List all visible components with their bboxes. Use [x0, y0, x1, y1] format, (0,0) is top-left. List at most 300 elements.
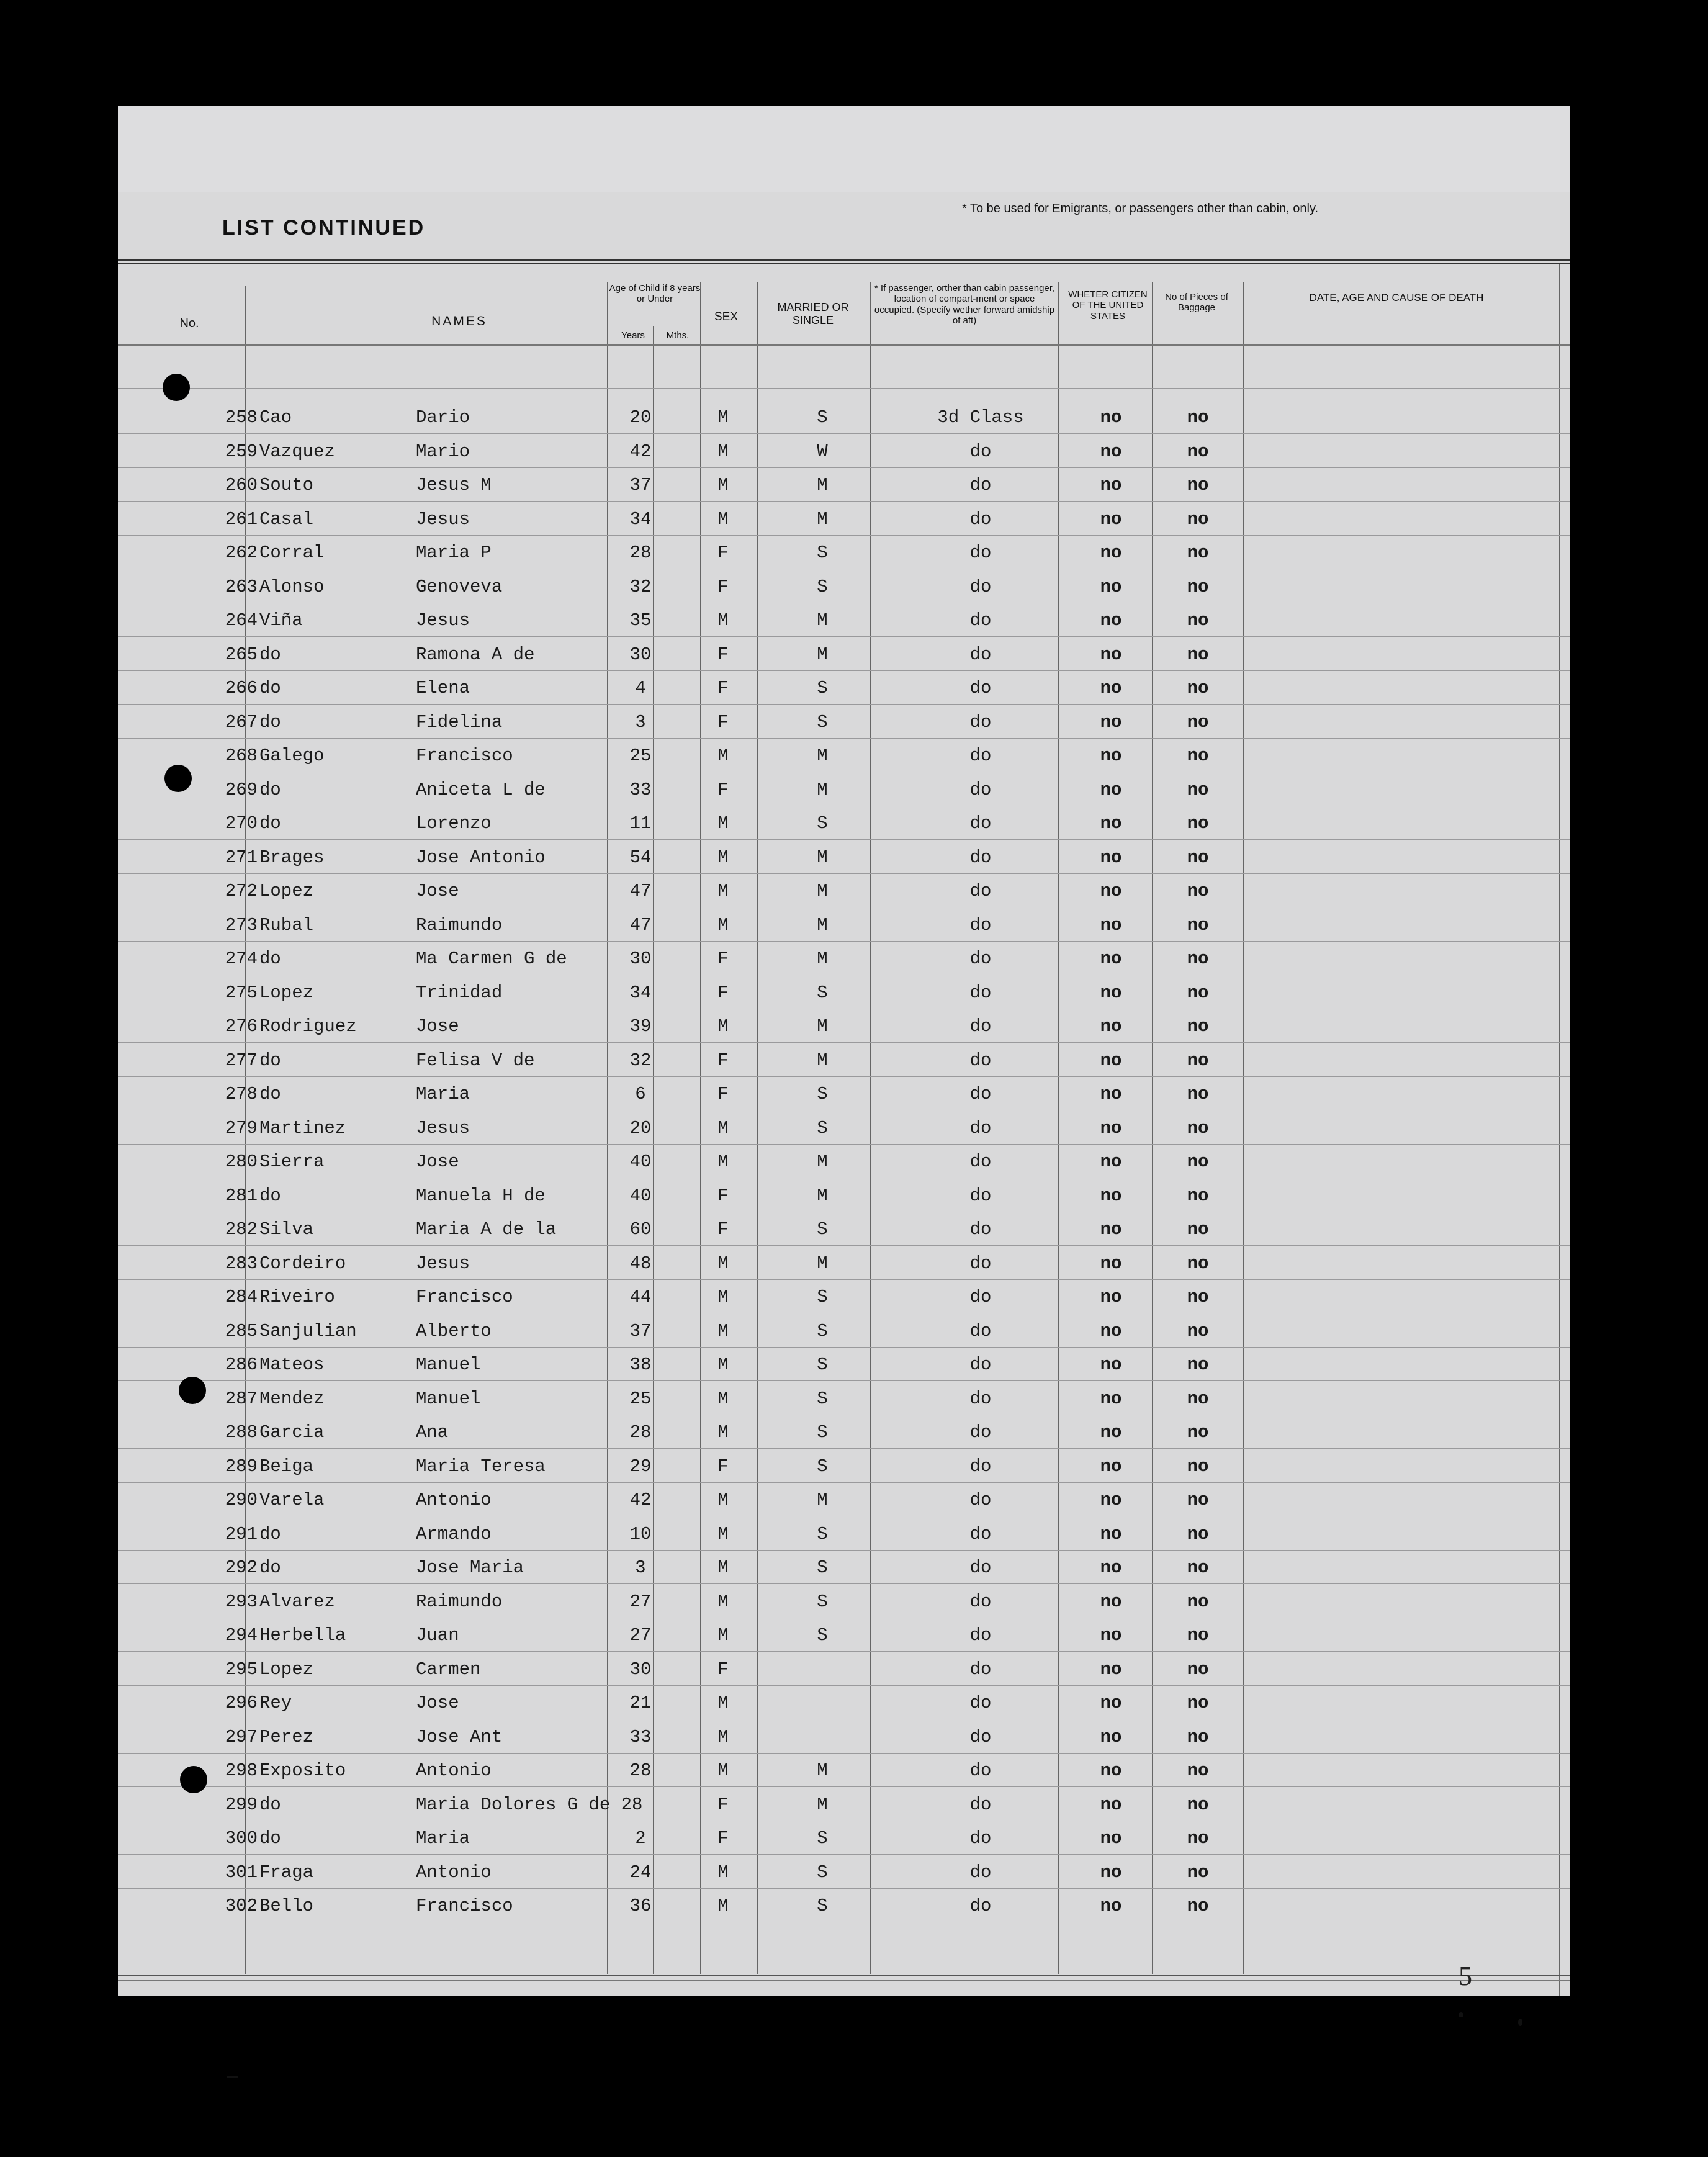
- marital-status-cell: S: [817, 1456, 828, 1477]
- sex-cell: F: [717, 779, 729, 800]
- sex-cell: M: [717, 1287, 729, 1307]
- citizen-cell: no: [1100, 847, 1122, 868]
- row-number-cell: 266: [225, 678, 258, 698]
- marital-status-cell: M: [817, 1050, 828, 1071]
- baggage-cell: no: [1187, 745, 1209, 766]
- citizen-cell: no: [1100, 1287, 1122, 1307]
- age-cell: 30: [629, 1659, 652, 1680]
- table-row: [118, 1755, 1570, 1789]
- citizen-cell: no: [1100, 508, 1122, 529]
- col-years-header: Years: [621, 330, 645, 341]
- marital-status-cell: S: [817, 1287, 828, 1307]
- row-number-cell: 272: [225, 881, 258, 901]
- given-name-cell: Jose: [416, 1693, 459, 1713]
- surname-cell: Vazquez: [259, 441, 335, 462]
- table-row: [118, 605, 1570, 639]
- age-cell: 10: [629, 1523, 652, 1544]
- row-number-cell: 295: [225, 1659, 258, 1680]
- baggage-cell: no: [1187, 1490, 1209, 1510]
- sex-cell: F: [717, 1050, 729, 1071]
- surname-cell: Fraga: [259, 1862, 314, 1883]
- baggage-cell: no: [1187, 711, 1209, 732]
- surname-cell: do: [259, 644, 281, 665]
- citizen-cell: no: [1100, 745, 1122, 766]
- marital-status-cell: S: [817, 1557, 828, 1578]
- sex-cell: M: [717, 508, 729, 529]
- surname-cell: Perez: [259, 1726, 314, 1747]
- location-class-cell: do: [969, 644, 992, 665]
- given-name-cell: Aniceta L de: [416, 779, 546, 800]
- table-row: [118, 1688, 1570, 1721]
- sex-cell: M: [717, 1726, 729, 1747]
- row-rule: [118, 1854, 1570, 1855]
- citizen-cell: no: [1100, 1726, 1122, 1747]
- age-cell: 37: [629, 475, 652, 495]
- row-rule: [118, 636, 1570, 637]
- table-row: [118, 1587, 1570, 1620]
- marital-status-cell: M: [817, 1760, 828, 1781]
- marital-status-cell: M: [817, 881, 828, 901]
- baggage-cell: no: [1187, 1828, 1209, 1849]
- citizen-cell: no: [1100, 914, 1122, 935]
- sex-cell: M: [717, 1625, 729, 1646]
- marital-status-cell: M: [817, 1253, 828, 1274]
- age-cell: 25: [629, 1388, 652, 1409]
- baggage-cell: no: [1187, 508, 1209, 529]
- sex-cell: M: [717, 1490, 729, 1510]
- citizen-cell: no: [1100, 779, 1122, 800]
- surname-cell: do: [259, 1828, 281, 1849]
- baggage-cell: no: [1187, 1591, 1209, 1612]
- location-class-cell: do: [969, 847, 992, 868]
- row-number-cell: 299: [225, 1794, 258, 1815]
- location-class-cell: do: [969, 475, 992, 495]
- citizen-cell: no: [1100, 813, 1122, 834]
- table-row: [118, 775, 1570, 808]
- given-name-cell: Jose Ant: [416, 1726, 503, 1747]
- given-name-cell: Francisco: [416, 745, 513, 766]
- surname-cell: Bello: [259, 1896, 314, 1916]
- given-name-cell: Antonio: [416, 1862, 492, 1883]
- surname-cell: Varela: [259, 1490, 325, 1510]
- surname-cell: Lopez: [259, 1659, 314, 1680]
- given-name-cell: Antonio: [416, 1490, 492, 1510]
- age-cell: 27: [629, 1625, 652, 1646]
- surname-cell: Galego: [259, 745, 325, 766]
- row-rule: [118, 941, 1570, 942]
- baggage-cell: no: [1187, 1625, 1209, 1646]
- sex-cell: M: [717, 1523, 729, 1544]
- baggage-cell: no: [1187, 1760, 1209, 1781]
- row-number-cell: 285: [225, 1320, 258, 1341]
- marital-status-cell: W: [817, 441, 828, 462]
- baggage-cell: no: [1187, 1726, 1209, 1747]
- given-name-cell: Jesus: [416, 1117, 470, 1138]
- row-number-cell: 265: [225, 644, 258, 665]
- surname-cell: Rubal: [259, 914, 314, 935]
- table-row: [118, 1282, 1570, 1315]
- age-cell: 54: [629, 847, 652, 868]
- surname-cell: do: [259, 1084, 281, 1104]
- given-name-cell: Maria Teresa: [416, 1456, 546, 1477]
- row-rule: [118, 704, 1570, 705]
- marital-status-cell: S: [817, 1320, 828, 1341]
- row-rule: [118, 1685, 1570, 1686]
- given-name-cell: Raimundo: [416, 1591, 503, 1612]
- given-name-cell: Maria A de la: [416, 1219, 557, 1240]
- age-cell: 25: [629, 745, 652, 766]
- marital-status-cell: S: [817, 813, 828, 834]
- row-rule: [118, 1753, 1570, 1754]
- page-number: 5: [1459, 1961, 1472, 1991]
- sex-cell: M: [717, 881, 729, 901]
- baggage-cell: no: [1187, 1659, 1209, 1680]
- age-cell: 20: [629, 1117, 652, 1138]
- table-row: [118, 808, 1570, 842]
- marital-status-cell: S: [817, 1896, 828, 1916]
- age-cell: 47: [629, 881, 652, 901]
- given-name-cell: Francisco: [416, 1896, 513, 1916]
- given-name-cell: Jose Antonio: [416, 847, 546, 868]
- surname-cell: do: [259, 1523, 281, 1544]
- surname-cell: Lopez: [259, 982, 314, 1003]
- baggage-cell: no: [1187, 576, 1209, 597]
- baggage-cell: no: [1187, 1219, 1209, 1240]
- citizen-cell: no: [1100, 881, 1122, 901]
- location-class-cell: do: [969, 1828, 992, 1849]
- table-row: [118, 876, 1570, 909]
- manifest-page: [118, 106, 1570, 1996]
- given-name-cell: Carmen: [416, 1659, 481, 1680]
- table-row: [118, 910, 1570, 943]
- age-cell: 33: [629, 779, 652, 800]
- baggage-cell: no: [1187, 1016, 1209, 1037]
- location-class-cell: do: [969, 543, 992, 563]
- given-name-cell: Mario: [416, 441, 470, 462]
- baggage-cell: no: [1187, 982, 1209, 1003]
- marital-status-cell: S: [817, 1591, 828, 1612]
- row-number-cell: 300: [225, 1828, 258, 1849]
- row-number-cell: 293: [225, 1591, 258, 1612]
- baggage-cell: no: [1187, 407, 1209, 428]
- sex-cell: F: [717, 543, 729, 563]
- given-name-cell: Jesus M: [416, 475, 492, 495]
- table-row: [118, 1891, 1570, 1924]
- age-cell: 28: [629, 1422, 652, 1443]
- sex-cell: M: [717, 914, 729, 935]
- baggage-cell: no: [1187, 1794, 1209, 1815]
- citizen-cell: no: [1100, 441, 1122, 462]
- row-number-cell: 280: [225, 1151, 258, 1172]
- baggage-cell: no: [1187, 1151, 1209, 1172]
- table-row: [118, 639, 1570, 673]
- citizen-cell: no: [1100, 678, 1122, 698]
- sex-cell: F: [717, 576, 729, 597]
- baggage-cell: no: [1187, 1084, 1209, 1104]
- row-rule: [118, 1076, 1570, 1077]
- row-number-cell: 301: [225, 1862, 258, 1883]
- sex-cell: M: [717, 1016, 729, 1037]
- row-number-cell: 260: [225, 475, 258, 495]
- table-row: [118, 943, 1570, 977]
- sex-cell: M: [717, 1693, 729, 1713]
- baggage-cell: no: [1187, 1287, 1209, 1307]
- sex-cell: F: [717, 982, 729, 1003]
- citizen-cell: no: [1100, 475, 1122, 495]
- baggage-cell: no: [1187, 1862, 1209, 1883]
- surname-cell: do: [259, 678, 281, 698]
- age-cell: 2: [635, 1828, 646, 1849]
- given-name-cell: Manuel: [416, 1388, 481, 1409]
- age-cell: 4: [635, 678, 646, 698]
- table-row: [118, 978, 1570, 1011]
- sex-cell: M: [717, 407, 729, 428]
- sex-cell: M: [717, 441, 729, 462]
- location-class-cell: do: [969, 1185, 992, 1206]
- row-rule: [118, 839, 1570, 840]
- sex-cell: F: [717, 1185, 729, 1206]
- citizen-cell: no: [1100, 1219, 1122, 1240]
- marital-status-cell: M: [817, 914, 828, 935]
- punch-hole: [164, 765, 192, 792]
- location-class-cell: do: [969, 1557, 992, 1578]
- age-cell: 6: [635, 1084, 646, 1104]
- sex-cell: M: [717, 1591, 729, 1612]
- citizen-cell: no: [1100, 1185, 1122, 1206]
- col-citizen-header: WHETER CITIZEN OF THE UNITED STATES: [1068, 289, 1148, 322]
- given-name-cell: Francisco: [416, 1287, 513, 1307]
- baggage-cell: no: [1187, 475, 1209, 495]
- location-class-cell: do: [969, 1219, 992, 1240]
- surname-cell: Casal: [259, 508, 314, 529]
- given-name-cell: Manuela H de: [416, 1185, 546, 1206]
- table-row: [118, 436, 1570, 470]
- table-row: [118, 1316, 1570, 1349]
- table-row: [118, 402, 1570, 436]
- location-class-cell: do: [969, 1422, 992, 1443]
- given-name-cell: Manuel: [416, 1354, 481, 1375]
- marital-status-cell: S: [817, 1354, 828, 1375]
- location-class-cell: do: [969, 914, 992, 935]
- location-class-cell: do: [969, 1117, 992, 1138]
- table-row: [118, 707, 1570, 741]
- row-number-cell: 267: [225, 711, 258, 732]
- age-cell: 30: [629, 948, 652, 969]
- row-number-cell: 290: [225, 1490, 258, 1510]
- surname-cell: do: [259, 711, 281, 732]
- table-row: [118, 538, 1570, 571]
- table-row: [118, 1045, 1570, 1079]
- location-class-cell: do: [969, 813, 992, 834]
- location-class-cell: do: [969, 678, 992, 698]
- citizen-cell: no: [1100, 1693, 1122, 1713]
- given-name-cell: Ana: [416, 1422, 449, 1443]
- marital-status-cell: S: [817, 678, 828, 698]
- age-cell: 44: [629, 1287, 652, 1307]
- location-class-cell: do: [969, 779, 992, 800]
- table-row: [118, 1349, 1570, 1383]
- citizen-cell: no: [1100, 1625, 1122, 1646]
- table-row: [118, 741, 1570, 774]
- marital-status-cell: M: [817, 1185, 828, 1206]
- location-class-cell: do: [969, 1625, 992, 1646]
- sex-cell: F: [717, 1084, 729, 1104]
- surname-cell: Viña: [259, 610, 303, 631]
- surname-cell: do: [259, 813, 281, 834]
- location-class-cell: do: [969, 576, 992, 597]
- marital-status-cell: S: [817, 1084, 828, 1104]
- citizen-cell: no: [1100, 1354, 1122, 1375]
- location-class-cell: do: [969, 1659, 992, 1680]
- marital-status-cell: S: [817, 576, 828, 597]
- row-number-cell: 261: [225, 508, 258, 529]
- sex-cell: F: [717, 1828, 729, 1849]
- surname-cell: Mateos: [259, 1354, 325, 1375]
- baggage-cell: no: [1187, 543, 1209, 563]
- row-number-cell: 271: [225, 847, 258, 868]
- surname-cell: Mendez: [259, 1388, 325, 1409]
- age-cell: 34: [629, 508, 652, 529]
- table-bottom-rule: [118, 1975, 1570, 1976]
- given-name-cell: Armando: [416, 1523, 492, 1544]
- baggage-cell: no: [1187, 1050, 1209, 1071]
- given-name-cell: Juan: [416, 1625, 459, 1646]
- table-bottom-rule-2: [118, 1980, 1570, 1981]
- citizen-cell: no: [1100, 1117, 1122, 1138]
- baggage-cell: no: [1187, 1422, 1209, 1443]
- table-row: [118, 470, 1570, 503]
- age-cell: 11: [629, 813, 652, 834]
- table-row: [118, 1620, 1570, 1654]
- row-number-cell: 259: [225, 441, 258, 462]
- baggage-cell: no: [1187, 847, 1209, 868]
- age-cell: 42: [629, 1490, 652, 1510]
- table-row: [118, 1214, 1570, 1248]
- baggage-cell: no: [1187, 1320, 1209, 1341]
- location-class-cell: do: [969, 1523, 992, 1544]
- citizen-cell: no: [1100, 1659, 1122, 1680]
- surname-cell: do: [259, 1050, 281, 1071]
- age-cell: 47: [629, 914, 652, 935]
- surname-cell: Rey: [259, 1693, 292, 1713]
- given-name-cell: Jesus: [416, 508, 470, 529]
- sex-cell: M: [717, 813, 729, 834]
- punch-hole: [163, 374, 190, 401]
- marital-status-cell: S: [817, 1523, 828, 1544]
- marital-status-cell: S: [817, 711, 828, 732]
- row-number-cell: 269: [225, 779, 258, 800]
- emigrant-note: * To be used for Emigrants, or passengers other than cabin, only.: [962, 202, 1319, 215]
- row-rule: [118, 1786, 1570, 1787]
- row-rule: [118, 467, 1570, 468]
- row-number-cell: 294: [225, 1625, 258, 1646]
- row-rule: [118, 670, 1570, 671]
- col-baggage-header: No of Pieces of Baggage: [1165, 292, 1228, 313]
- table-row: [118, 1384, 1570, 1417]
- ink-mark: [227, 2076, 238, 2078]
- table-row: [118, 1790, 1570, 1823]
- baggage-cell: no: [1187, 1354, 1209, 1375]
- location-class-cell: do: [969, 1760, 992, 1781]
- surname-cell: Garcia: [259, 1422, 325, 1443]
- age-cell: 38: [629, 1354, 652, 1375]
- age-cell: 29: [629, 1456, 652, 1477]
- row-rule: [118, 1042, 1570, 1043]
- citizen-cell: no: [1100, 1388, 1122, 1409]
- col-mths-header: Mths.: [666, 330, 690, 341]
- row-number-cell: 287: [225, 1388, 258, 1409]
- age-cell: 34: [629, 982, 652, 1003]
- ink-speck: [1459, 2012, 1463, 2017]
- location-class-cell: do: [969, 1320, 992, 1341]
- row-rule: [118, 1144, 1570, 1145]
- table-row: [118, 1823, 1570, 1857]
- list-title: LIST CONTINUED: [222, 216, 426, 240]
- row-rule: [118, 1347, 1570, 1348]
- table-row: [118, 1857, 1570, 1891]
- row-rule: [118, 1448, 1570, 1449]
- marital-status-cell: M: [817, 1151, 828, 1172]
- citizen-cell: no: [1100, 1896, 1122, 1916]
- sex-cell: F: [717, 711, 729, 732]
- baggage-cell: no: [1187, 1117, 1209, 1138]
- punch-hole: [179, 1377, 206, 1404]
- location-class-cell: do: [969, 441, 992, 462]
- baggage-cell: no: [1187, 881, 1209, 901]
- row-number-cell: 273: [225, 914, 258, 935]
- location-class-cell: do: [969, 881, 992, 901]
- baggage-cell: no: [1187, 1388, 1209, 1409]
- marital-status-cell: S: [817, 1388, 828, 1409]
- citizen-cell: no: [1100, 610, 1122, 631]
- row-rule: [118, 738, 1570, 739]
- row-number-cell: 291: [225, 1523, 258, 1544]
- surname-cell: Herbella: [259, 1625, 346, 1646]
- given-name-cell: Fidelina: [416, 711, 503, 732]
- location-class-cell: do: [969, 1490, 992, 1510]
- surname-cell: Corral: [259, 543, 325, 563]
- row-number-cell: 264: [225, 610, 258, 631]
- col-married-header: MARRIED OR SINGLE: [777, 301, 849, 326]
- age-cell: 27: [629, 1591, 652, 1612]
- marital-status-cell: S: [817, 543, 828, 563]
- table-row: [118, 1113, 1570, 1146]
- age-cell: 40: [629, 1185, 652, 1206]
- row-number-cell: 284: [225, 1287, 258, 1307]
- baggage-cell: no: [1187, 610, 1209, 631]
- citizen-cell: no: [1100, 543, 1122, 563]
- marital-status-cell: M: [817, 508, 828, 529]
- row-number-cell: 296: [225, 1693, 258, 1713]
- location-class-cell: do: [969, 1287, 992, 1307]
- table-row: [118, 1079, 1570, 1112]
- given-name-cell: Maria P: [416, 543, 492, 563]
- given-name-cell: Ma Carmen G de: [416, 948, 567, 969]
- citizen-cell: no: [1100, 1016, 1122, 1037]
- table-row: [118, 504, 1570, 538]
- age-cell: 33: [629, 1726, 652, 1747]
- table-row: [118, 1654, 1570, 1688]
- age-cell: 39: [629, 1016, 652, 1037]
- table-row: [118, 1519, 1570, 1552]
- marital-status-cell: M: [817, 1490, 828, 1510]
- sex-cell: F: [717, 1219, 729, 1240]
- row-number-cell: 298: [225, 1760, 258, 1781]
- table-row: [118, 1181, 1570, 1214]
- row-number-cell: 289: [225, 1456, 258, 1477]
- col-death-header: DATE, AGE AND CAUSE OF DEATH: [1309, 292, 1484, 304]
- sex-cell: M: [717, 1117, 729, 1138]
